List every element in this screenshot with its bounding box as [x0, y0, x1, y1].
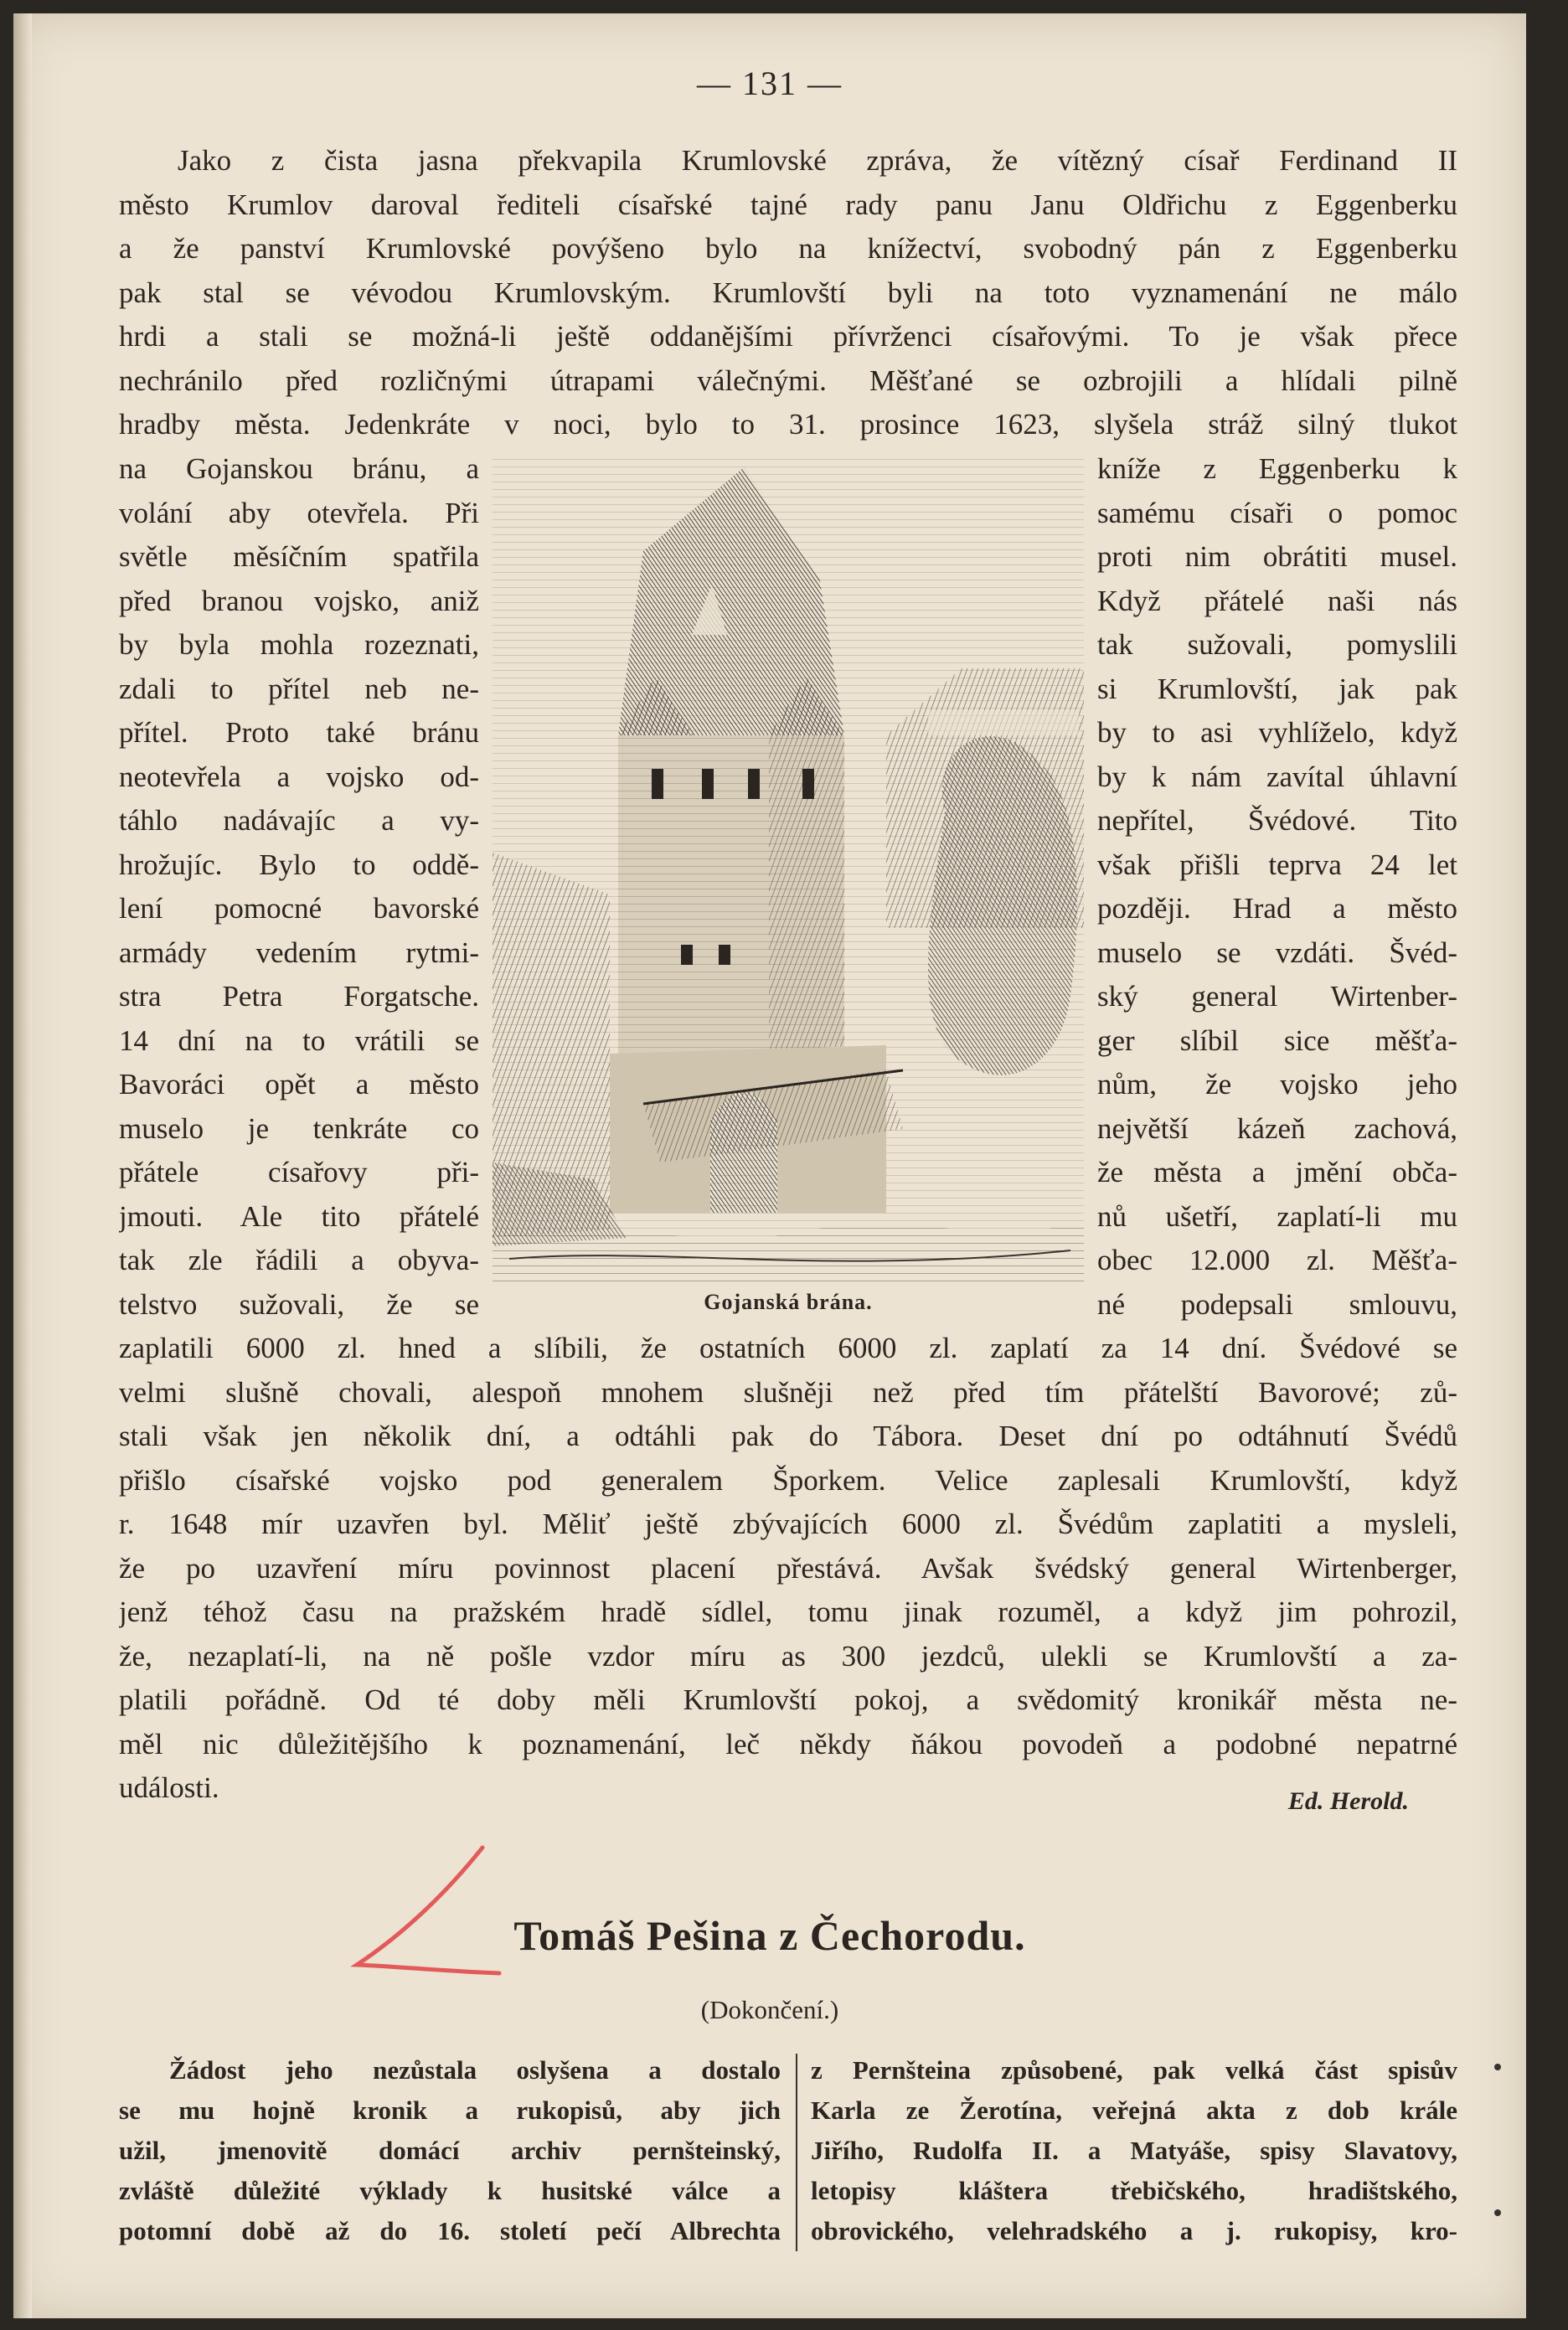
text-line: že města a jmění obča- — [1097, 1156, 1457, 1188]
text-line: tak sužovali, pomyslili — [1097, 628, 1457, 661]
text-line: nepřítel, Švédové. Tito — [1097, 804, 1457, 837]
text-line: platili pořádně. Od té doby měli Krumlovští pokoj, a svědomitý kronikář města ne- — [119, 1683, 1457, 1716]
text-line: né podepsali smlouvu, — [1097, 1287, 1457, 1321]
text-line: 14 dní na to vrátili se — [119, 1023, 479, 1057]
text-line: Když přátelé naši nás — [1097, 584, 1457, 617]
text-line: před branou vojsko, aniž — [119, 584, 479, 617]
text-line: přítel. Proto také bránu — [119, 716, 479, 749]
article1-right-column — [1097, 447, 1457, 1327]
text-line: však přišli teprva 24 let — [1097, 848, 1457, 881]
article1-left-column — [119, 447, 479, 1327]
text-line: a že panství Krumlovské povýšeno bylo na knížectví, svobodný pán z Eggenberku — [119, 232, 1457, 265]
page-spine-shadow — [13, 13, 32, 2318]
text-line: z Pernšteina způsobené, pak velká část spisův — [811, 2055, 1457, 2085]
text-line: volání aby otevřela. Při — [119, 496, 479, 529]
text-line: události. — [119, 1771, 219, 1804]
text-line: Jako z čista jasna překvapila Krumlovské zpráva, že vítězný císař Ferdinand II — [178, 144, 1457, 177]
gojanska-gate-illustration — [493, 459, 1084, 1284]
text-line: r. 1648 mír uzavřen byl. Měliť ještě zbývajících 6000 zl. Švédům zaplatiti a mysleli, — [119, 1508, 1457, 1540]
text-line: zdali to přítel neb ne- — [119, 672, 479, 705]
text-line: hrožujíc. Bylo to oddě- — [119, 848, 479, 881]
page-number: — 131 — — [697, 64, 843, 102]
text-line: armády vedením rytmi- — [119, 936, 479, 969]
article1-top-text — [119, 139, 1457, 447]
margin-dot — [1494, 2064, 1501, 2070]
text-line: ger slíbil sice měšťa- — [1097, 1023, 1457, 1057]
text-line: užil, jmenovitě domácí archiv pernšteinský, — [119, 2136, 781, 2165]
column-divider — [796, 2054, 797, 2251]
text-line: stra Petra Forgatsche. — [119, 980, 479, 1013]
text-line: pak stal se vévodou Krumlovským. Krumlovští byli na toto vyznamenání ne málo — [119, 276, 1457, 309]
text-line: by k nám zavítal úhlavní — [1097, 760, 1457, 793]
text-line: Bavoráci opět a město — [119, 1068, 479, 1101]
text-line: hrdi a stali se možná-li ještě oddanějšími přívrženci císařovými. To je však přece — [119, 320, 1457, 353]
text-line: by to asi vyhlíželo, když — [1097, 716, 1457, 749]
text-line: zaplatili 6000 zl. hned a slíbili, že ostatních 6000 zl. zaplatí za 14 dní. Švédové se — [119, 1332, 1457, 1364]
text-line: neotevřela a vojsko od- — [119, 760, 479, 793]
text-line: Karla ze Žerotína, veřejná akta z dob krále — [811, 2095, 1457, 2125]
text-line: by byla mohla rozeznati, — [119, 628, 479, 661]
gate-engraving-icon — [493, 459, 1084, 1284]
text-line: si Krumlovští, jak pak — [1097, 672, 1457, 705]
text-line: samému císaři o pomoc — [1097, 496, 1457, 529]
text-line: přátele císařovy při- — [119, 1156, 479, 1188]
text-line: tak zle řádili a obyva- — [119, 1244, 479, 1276]
text-line: ský general Wirtenber- — [1097, 980, 1457, 1013]
article1-bottom-text — [119, 1327, 1457, 1811]
text-line: jenž téhož času na pražském hradě sídlel, tomu jinak rozuměl, a když jim pohrozil, — [119, 1595, 1457, 1628]
text-line: nům, že vojsko jeho — [1097, 1068, 1457, 1101]
text-line: proti nim obrátiti musel. — [1097, 540, 1457, 573]
text-line: největší kázeň zachová, — [1097, 1111, 1457, 1145]
text-line: obec 12.000 zl. Měšťa- — [1097, 1244, 1457, 1276]
text-line: přišlo císařské vojsko pod generalem Šporkem. Velice zaplesali Krumlovští, když — [119, 1463, 1457, 1497]
text-line: nů ušetří, zaplatí-li mu — [1097, 1199, 1457, 1233]
text-line: kníže z Eggenberku k — [1097, 452, 1457, 485]
article2-subtitle: (Dokončení.) — [700, 1995, 839, 2024]
text-line: že, nezaplatí-li, na ně pošle vzdor míru as 300 jezdců, ulekli se Krumlovští a za- — [119, 1639, 1457, 1673]
margin-dot — [1494, 2209, 1501, 2216]
text-line: jmouti. Ale tito přátelé — [119, 1199, 479, 1233]
author-signature: Ed. Herold. — [1287, 1787, 1409, 1815]
text-line: lení pomocné bavorské — [119, 892, 479, 925]
text-line: později. Hrad a město — [1097, 892, 1457, 925]
text-line: telstvo sužovali, že se — [119, 1287, 479, 1321]
text-line: obrovického, velehradského a j. rukopisy, kro- — [811, 2216, 1457, 2245]
text-line: potomní době až do 16. století pečí Albrechta — [119, 2216, 781, 2245]
text-line: na Gojanskou bránu, a — [119, 452, 479, 485]
article2-title: Tomáš Pešina z Čechorodu. — [513, 1912, 1026, 1959]
article2-right-column — [811, 2050, 1457, 2251]
text-line: měl nic důležitějšího k poznamenání, leč někdy ňákou povodeň a podobné nepatrné — [119, 1727, 1457, 1760]
text-line: stali však jen několik dní, a odtáhli pak do Tábora. Deset dní po odtáhnutí Švédů — [119, 1420, 1457, 1452]
text-line: se mu hojně kronik a rukopisů, aby jich — [119, 2095, 781, 2125]
text-line: muselo se vzdáti. Švéd- — [1097, 936, 1457, 969]
text-line: letopisy kláštera třebičského, hradištského, — [811, 2176, 1457, 2205]
figure-caption: Gojanská brána. — [704, 1290, 873, 1314]
article2-left-column — [119, 2050, 781, 2251]
text-line: nechránilo před rozličnými útrapami válečnými. Měšťané se ozbrojili a hlídali pilně — [119, 363, 1457, 397]
text-line: světle měsíčním spatřila — [119, 540, 479, 573]
book-page — [13, 13, 1526, 2318]
text-line: Jiřího, Rudolfa II. a Matyáše, spisy Slavatovy, — [811, 2136, 1457, 2165]
text-line: že po uzavření míru povinnost placení přestává. Avšak švédský general Wirtenberger, — [119, 1551, 1457, 1585]
text-line: Žádost jeho nezůstala oslyšena a dostalo — [169, 2055, 781, 2085]
text-line: zvláště důležité výklady k husitské válce a — [119, 2176, 781, 2205]
text-line: táhlo nadávajíc a vy- — [119, 804, 479, 837]
text-line: velmi slušně chovali, alespoň mnohem slušněji než před tím přátelští Bavorové; zů- — [119, 1375, 1457, 1409]
text-line: muselo je tenkráte co — [119, 1111, 479, 1145]
text-line: hradby města. Jedenkráte v noci, bylo to 31. prosince 1623, slyšela stráž silný tlukot — [119, 408, 1457, 441]
text-line: město Krumlov daroval řediteli císařské tajné rady panu Janu Oldřichu z Eggenberku — [119, 188, 1457, 221]
